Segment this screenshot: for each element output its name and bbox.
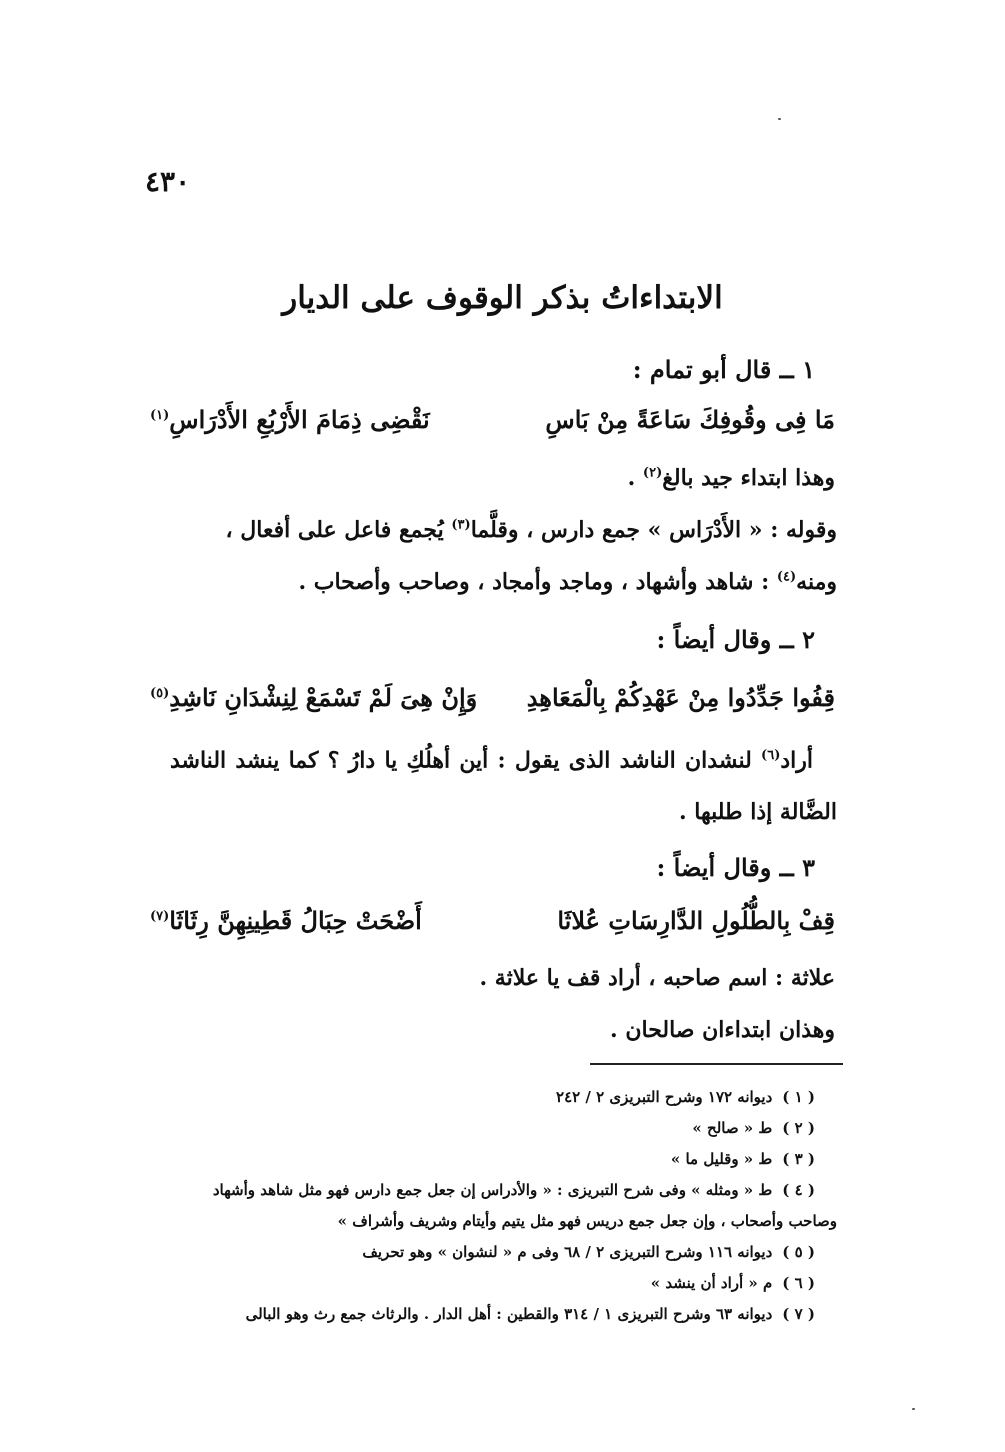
footnote [556,1088,815,1106]
commentary-text: ومنه [796,569,837,595]
footnote-separator [590,1063,843,1065]
commentary-text: وقوله : « الأَدْرَاس » جمع دارس ، وقلَّما [470,517,837,543]
commentary-line: وهذان ابتداءان صالحان . [610,1017,835,1043]
verse-line [150,683,835,723]
verse-first-hemistich: قِفُوا جَدِّدُوا مِنْ عَهْدِكُمْ بِالْمَعَاهِدِ [526,683,835,712]
scan-speck [912,1408,915,1410]
commentary-line [226,517,837,543]
footnote [692,1119,815,1137]
footnote-text: ط « ومثله » وفى شرح التبريزى : « والأدراس إن جعل جمع دارس فهو مثل شاهد وأشهاد [212,1181,773,1199]
verse-first-hemistich: قِفْ بِالطُّلُولِ الدَّارِسَاتِ عُلاثَا [557,906,835,935]
commentary-text: . [627,465,643,491]
footnote-number: ( ٥ ) [782,1243,815,1261]
verse-first-hemistich: مَا فِى وقُوفِكَ سَاعَةً مِنْ بَاسِ [545,405,835,434]
verse-text: وَإِنْ هِىَ لَمْ تَسْمَعْ لِنِشْدَانِ نَاشِدِ [169,683,478,712]
footnote-text: ط « صالح » [692,1119,773,1137]
commentary-line: علاثة : اسم صاحبه ، أراد قف يا علاثة . [479,965,835,991]
footnote [671,1150,815,1168]
verse-line [150,906,835,946]
footnote-number: ( ٤ ) [782,1181,815,1199]
footnote-reference: (١) [150,408,170,423]
verse-second-hemistich [150,405,430,434]
commentary-text: : شاهد وأشهاد ، وماجد وأمجاد ، وصاحب وأصحاب . [298,569,777,595]
footnote-text: ديوانه ٦٣ وشرح التبريزى ١ / ٣١٤ والقطين : أهل الدار . والرثاث جمع رث وهو البالى [245,1305,773,1323]
commentary-line [628,465,835,491]
commentary-line [298,569,837,595]
commentary-text: يُجمع فاعل على أفعال ، [225,517,452,543]
verse-line [150,405,835,445]
footnote-reference: (٤) [776,569,797,585]
footnote [651,1274,815,1292]
footnote-number: ( ٣ ) [782,1150,815,1168]
footnote-number: ( ١ ) [782,1088,815,1106]
footnote-reference: (٥) [150,686,170,701]
footnote-number: ( ٢ ) [782,1119,815,1137]
page-title: الابتداءاتُ بذكر الوقوف على الديار [282,280,723,316]
commentary-text: أراد [780,747,813,774]
footnote [362,1243,815,1261]
footnote-continuation [338,1212,837,1230]
verse-second-hemistich [150,906,422,935]
footnote-text: ط « وقليل ما » [670,1150,773,1168]
footnote-number: ( ٧ ) [782,1305,815,1323]
verse-second-hemistich [150,683,477,712]
verse-text: نَقْضِى ذِمَامَ الأَرْبُعِ الأَدْرَاسِ [169,405,430,434]
footnote-number: ( ٦ ) [782,1274,815,1292]
verse-text: أَضْحَتْ حِبَالُ قَطِينِهِنَّ رِثَاثَا [169,906,422,935]
footnote-reference: (٧) [150,909,170,924]
footnote-text: ديوانه ١٧٢ وشرح التبريزى ٢ / ٢٤٢ [556,1088,773,1106]
footnote-reference: (٣) [451,517,471,533]
commentary-text: وهذا ابتداء جيد بالغ [662,465,835,491]
section-heading: ٣ ــ وقال أيضاً : [656,853,815,882]
scan-speck [778,118,781,120]
footnote [246,1305,815,1323]
page-number: ٤٣٠ [145,165,191,198]
footnote-text: م « أراد أن ينشد » [650,1274,773,1292]
footnote-text: ديوانه ١١٦ وشرح التبريزى ٢ / ٦٨ وفى م « لنشوان » وهو تحريف [362,1243,773,1261]
footnote-reference: (٢) [642,465,663,481]
footnote-text: وصاحب وأصحاب ، وإن جعل جمع دريس فهو مثل يتيم وأيتام وشريف وأشراف » [337,1212,837,1230]
section-heading: ٢ ــ وقال أيضاً : [656,625,815,654]
footnote [213,1181,815,1199]
footnote-reference: (٦) [761,748,781,763]
commentary-text: لنشدان الناشد الذى يقول : أين أهلُكِ يا دارُ ؟ كما ينشد الناشد الضَّالة إذا طلبها . [170,747,837,826]
commentary-paragraph [170,730,837,838]
section-heading: ١ ــ قال أبو تمام : [632,355,815,384]
